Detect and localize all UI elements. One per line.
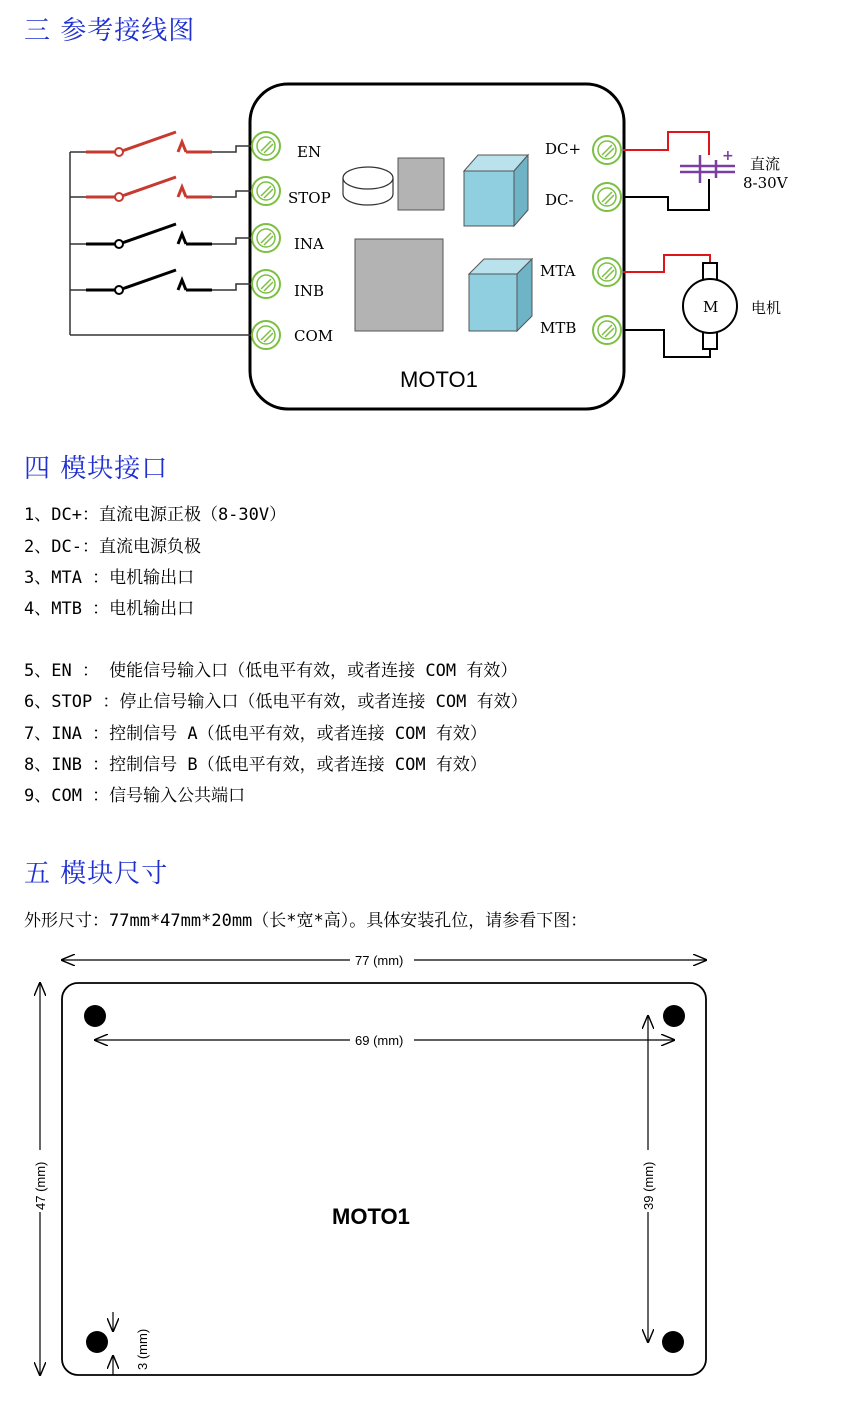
terminal-en	[252, 132, 280, 160]
interface-item-9: 9、COM ：信号输入公共端口	[24, 786, 246, 806]
switch-inb	[70, 270, 255, 294]
interface-item-7: 7、INA ：控制信号 A（低电平有效，或者连接 COM 有效）	[24, 724, 487, 744]
dim-hole-span-y-label: 39 (mm)	[641, 1161, 656, 1210]
mount-hole-top-left	[84, 1005, 106, 1027]
terminal-com	[252, 321, 280, 349]
interface-item-8: 8、INB ：控制信号 B（低电平有效，或者连接 COM 有效）	[24, 755, 487, 775]
interface-item-1: 1、DC+：直流电源正极（8-30V）	[24, 505, 287, 525]
switch-stop	[70, 177, 255, 201]
switch-ina	[70, 224, 255, 248]
chip-large	[355, 239, 443, 331]
terminal-label-dc-minus: DC-	[545, 191, 574, 209]
motor-symbol: M	[703, 298, 719, 316]
chip-small	[398, 158, 444, 210]
interface-item-2: 2、DC-：直流电源负极	[24, 537, 201, 557]
motor-label: 电机	[751, 299, 782, 317]
battery-voltage: 8-30V	[743, 174, 788, 192]
size-description: 外形尺寸：77mm*47mm*20mm（长*宽*高）。具体安装孔位，请参看下图：	[24, 911, 588, 931]
dim-edge-offset-label: 3 (mm)	[135, 1328, 150, 1370]
battery-wiring	[623, 132, 735, 210]
terminal-label-en: EN	[297, 143, 322, 161]
terminal-dc-plus	[593, 136, 621, 164]
module-label: MOTO1	[400, 367, 478, 392]
mount-hole-bottom-right	[662, 1331, 684, 1353]
interface-item-4: 4、MTB ：电机输出口	[24, 599, 195, 619]
terminal-label-ina: INA	[294, 235, 324, 253]
terminal-label-stop: STOP	[288, 189, 331, 207]
wiring-section-title: 三 参考接线图	[24, 16, 196, 46]
relay-top	[464, 155, 528, 226]
terminal-ina	[252, 224, 280, 252]
size-section-title: 五 模块尺寸	[24, 859, 169, 889]
switch-en	[70, 132, 255, 156]
terminal-inb	[252, 270, 280, 298]
buzzer-component	[343, 167, 393, 205]
terminal-dc-minus	[593, 183, 621, 211]
motor-wiring	[623, 255, 737, 357]
interface-section-title: 四 模块接口	[24, 454, 169, 484]
dim-width-label: 47 (mm)	[33, 1161, 48, 1210]
terminal-stop	[252, 177, 280, 205]
terminal-label-dc-plus: DC+	[545, 140, 582, 158]
terminal-label-mta: MTA	[540, 262, 576, 280]
svg-text:+: +	[722, 148, 734, 164]
dim-hole-span-x-label: 69 (mm)	[355, 1033, 404, 1048]
terminal-mtb	[593, 316, 621, 344]
interface-item-6: 6、STOP ：停止信号输入口（低电平有效，或者连接 COM 有效）	[24, 692, 528, 712]
mount-hole-top-right	[663, 1005, 685, 1027]
terminal-label-mtb: MTB	[540, 319, 577, 337]
battery-label: 直流	[750, 155, 781, 173]
interface-item-5: 5、EN ： 使能信号输入口（低电平有效，或者连接 COM 有效）	[24, 661, 518, 681]
dim-length-label: 77 (mm)	[355, 953, 404, 968]
relay-bottom	[469, 259, 532, 331]
terminal-mta	[593, 258, 621, 286]
terminal-label-inb: INB	[294, 282, 325, 300]
interface-item-3: 3、MTA ：电机输出口	[24, 568, 195, 588]
mount-hole-bottom-left	[86, 1331, 108, 1353]
wiring-diagram	[0, 75, 847, 420]
dimension-drawing	[0, 945, 847, 1420]
terminal-label-com: COM	[294, 327, 334, 345]
board-label: MOTO1	[332, 1204, 410, 1229]
